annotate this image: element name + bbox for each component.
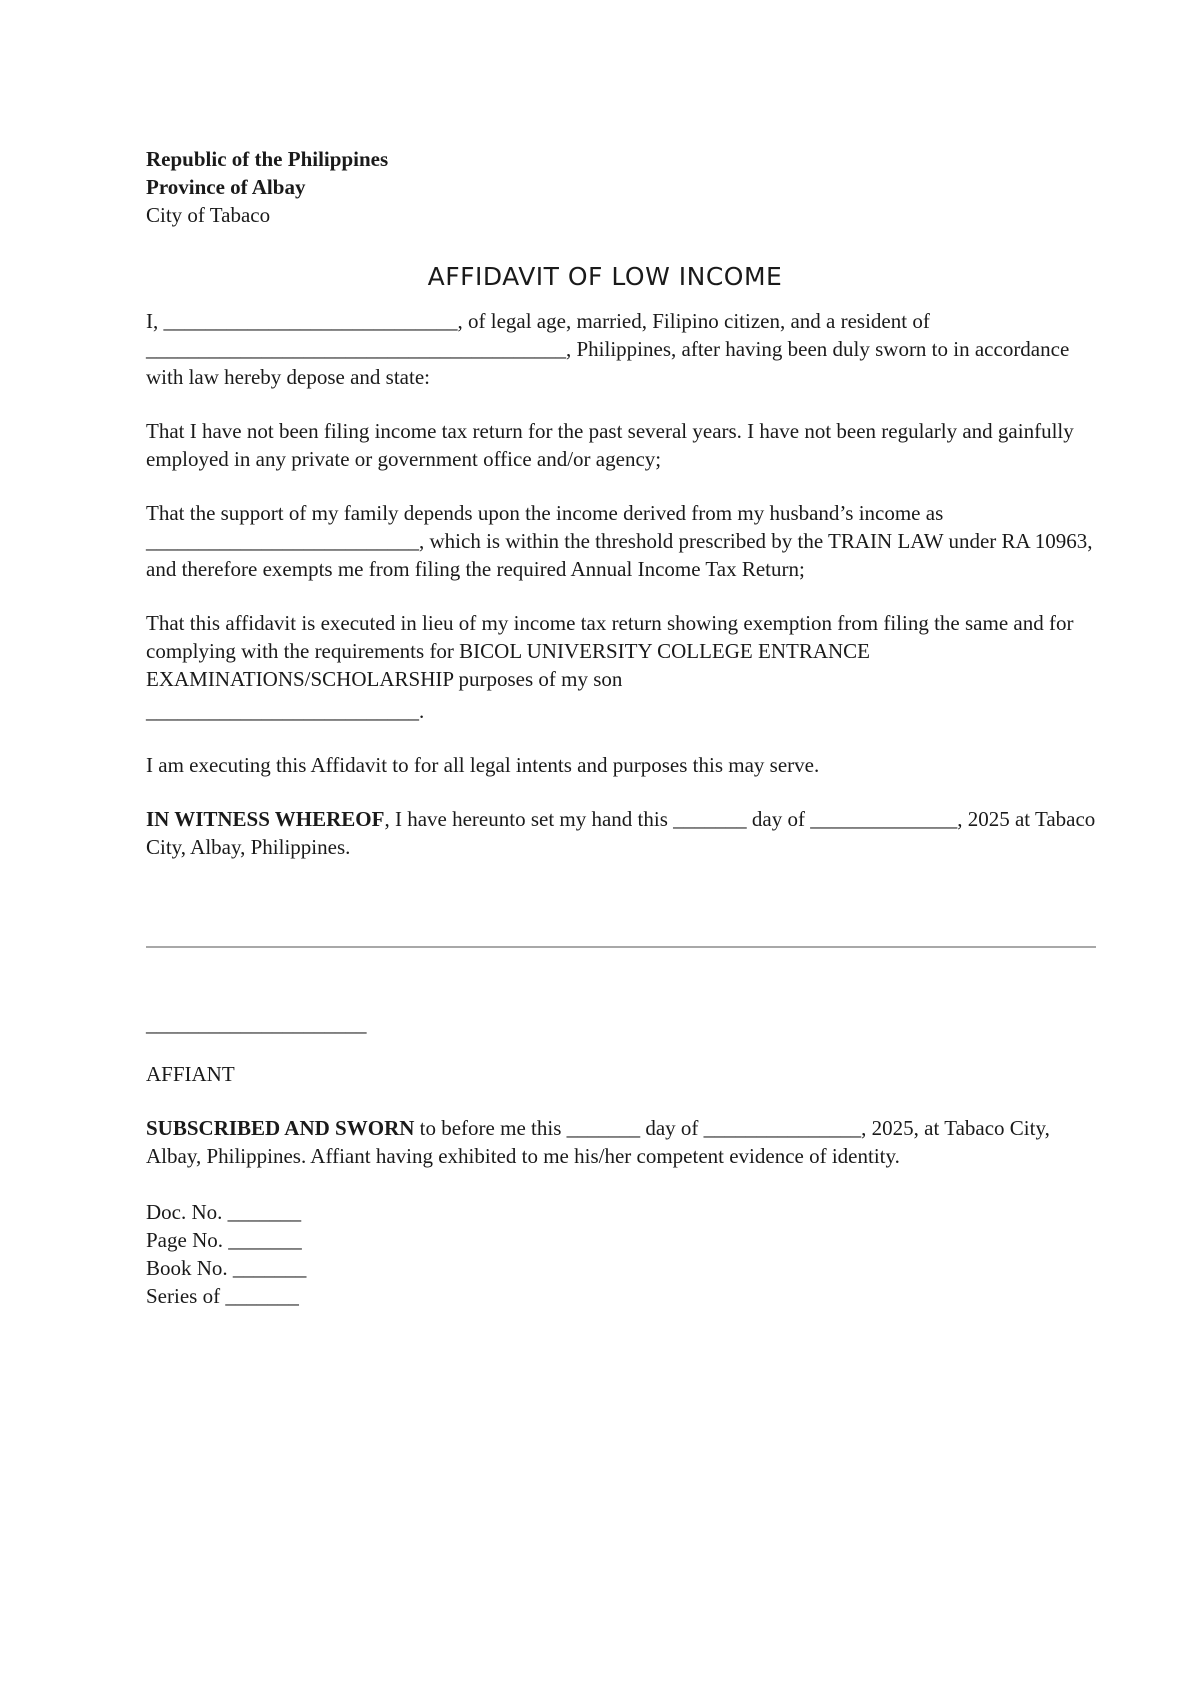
paragraph-legal-intent: I am executing this Affidavit to for all legal intents and purposes this may serve.: [146, 753, 820, 777]
paragraph-purpose-blank: __________________________.: [146, 699, 425, 723]
paragraph-support: That the support of my family depends upon the income derived from my husband’s income as __________________________, which is within the threshold prescribed by the TRAIN LAW under RA 10963, and therefore exempts me from filing the required Annual Income Tax Return;: [146, 501, 1093, 581]
subscribed-heading: SUBSCRIBED AND SWORN: [146, 1116, 415, 1140]
signature-line: _____________________: [146, 1012, 367, 1036]
subscribed-text: to before me this _______ day of _______________, 2025, at Tabaco City, Albay, Philippines. Affiant having exhibited to me his/her competent evidence of identity.: [146, 1116, 1050, 1168]
paragraph-witness: [146, 805, 1096, 861]
series-of: Series of _______: [146, 1284, 299, 1308]
paragraph-purpose: That this affidavit is executed in lieu of my income tax return showing exemption from filing the same and for complying with the requirements for BICOL UNIVERSITY COLLEGE ENTRANCE EXAMINATIONS/SCHOLARSHIP purposes of my son: [146, 611, 1074, 691]
paragraph-subscribed: [146, 1114, 1096, 1170]
book-no: Book No. _______: [146, 1256, 307, 1280]
document-body: [146, 145, 1096, 861]
doc-no: Doc. No. _______: [146, 1200, 302, 1224]
page-no: Page No. _______: [146, 1228, 302, 1252]
witness-text: , I have hereunto set my hand this _______ day of ______________, 2025 at Tabaco City, Albay, Philippines.: [146, 807, 1096, 859]
header-city: City of Tabaco: [146, 203, 271, 227]
witness-heading: IN WITNESS WHEREOF: [146, 807, 385, 831]
affiant-label: AFFIANT: [146, 1062, 235, 1086]
header-province: Province of Albay: [146, 175, 306, 199]
paragraph-identity: I, ____________________________, of legal age, married, Filipino citizen, and a resident of ________________________________________, Philippines, after having been duly sworn to in accordance with law hereby depose and state:: [146, 309, 1070, 389]
header-republic: Republic of the Philippines: [146, 147, 389, 171]
signature-block: [146, 1010, 1096, 1310]
paragraph-no-itr: That I have not been filing income tax return for the past several years. I have not been regularly and gainfully employed in any private or government office and/or agency;: [146, 419, 1074, 471]
document-title: AFFIDAVIT OF LOW INCOME: [427, 262, 783, 291]
horizontal-divider: [146, 946, 1096, 948]
notary-details: [146, 1198, 1096, 1310]
